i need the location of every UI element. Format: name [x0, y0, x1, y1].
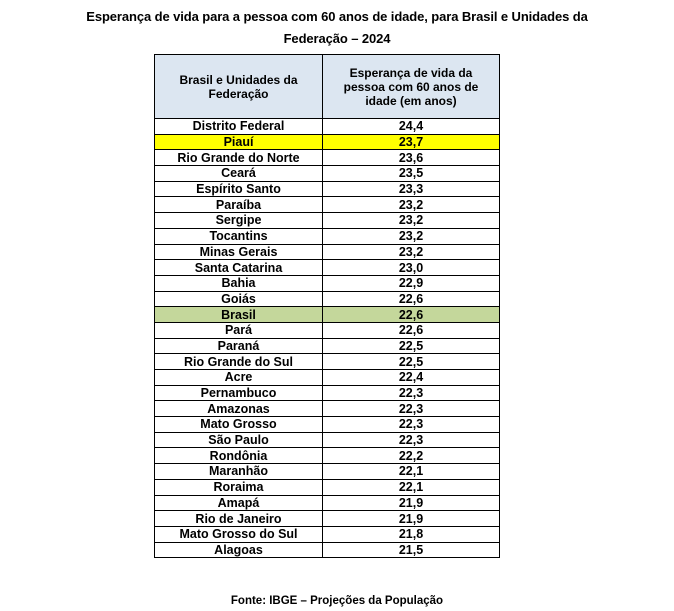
cell-uf: Pará [155, 322, 323, 338]
cell-value: 21,9 [323, 495, 500, 511]
table-header-row [155, 55, 500, 119]
cell-uf: Rondônia [155, 448, 323, 464]
table-row [155, 134, 500, 150]
table-body [155, 119, 500, 558]
cell-uf: Goiás [155, 291, 323, 307]
cell-value: 22,3 [323, 432, 500, 448]
table-row [155, 150, 500, 166]
table-row [155, 260, 500, 276]
cell-uf: Paraná [155, 338, 323, 354]
cell-value: 23,2 [323, 228, 500, 244]
cell-value: 22,3 [323, 417, 500, 433]
table-row [155, 542, 500, 558]
title-line-2: Federação – 2024 [283, 31, 391, 46]
cell-value: 22,6 [323, 322, 500, 338]
cell-value: 22,3 [323, 385, 500, 401]
table-row [155, 307, 500, 323]
table-row [155, 197, 500, 213]
table-row [155, 464, 500, 480]
table-row [155, 244, 500, 260]
table-row [155, 338, 500, 354]
cell-value: 22,6 [323, 291, 500, 307]
column-header-value: Esperança de vida da pessoa com 60 anos de idade (em anos) [323, 55, 500, 119]
cell-uf: Ceará [155, 166, 323, 182]
table-row [155, 291, 500, 307]
cell-value: 23,3 [323, 181, 500, 197]
table-row [155, 228, 500, 244]
cell-uf: Rio de Janeiro [155, 511, 323, 527]
cell-value: 22,6 [323, 307, 500, 323]
cell-value: 22,5 [323, 338, 500, 354]
cell-uf: Roraima [155, 479, 323, 495]
table-row [155, 275, 500, 291]
cell-uf: Brasil [155, 307, 323, 323]
cell-value: 24,4 [323, 119, 500, 135]
cell-uf: Bahia [155, 275, 323, 291]
cell-value: 22,3 [323, 401, 500, 417]
cell-value: 23,2 [323, 244, 500, 260]
cell-uf: Acre [155, 370, 323, 386]
table-row [155, 495, 500, 511]
table-row [155, 213, 500, 229]
cell-uf: Minas Gerais [155, 244, 323, 260]
cell-uf: Rio Grande do Sul [155, 354, 323, 370]
cell-value: 22,1 [323, 479, 500, 495]
cell-uf: Alagoas [155, 542, 323, 558]
cell-uf: Maranhão [155, 464, 323, 480]
cell-uf: Paraíba [155, 197, 323, 213]
table-row [155, 119, 500, 135]
table-row [155, 448, 500, 464]
cell-value: 23,6 [323, 150, 500, 166]
cell-value: 23,2 [323, 213, 500, 229]
cell-uf: Espírito Santo [155, 181, 323, 197]
cell-value: 22,4 [323, 370, 500, 386]
table-row [155, 181, 500, 197]
life-expectancy-table-container [154, 54, 500, 558]
cell-uf: Mato Grosso do Sul [155, 526, 323, 542]
title-line-1: Esperança de vida para a pessoa com 60 anos de idade, para Brasil e Unidades da [86, 9, 588, 24]
cell-value: 22,1 [323, 464, 500, 480]
cell-value: 23,2 [323, 197, 500, 213]
cell-value: 21,5 [323, 542, 500, 558]
table-row [155, 401, 500, 417]
cell-uf: Pernambuco [155, 385, 323, 401]
cell-value: 22,9 [323, 275, 500, 291]
cell-value: 22,5 [323, 354, 500, 370]
table-row [155, 354, 500, 370]
life-expectancy-table [154, 54, 500, 558]
source-note: Fonte: IBGE – Projeções da População [230, 595, 444, 607]
document-title [0, 6, 674, 50]
table-row [155, 370, 500, 386]
table-row [155, 322, 500, 338]
cell-uf: Santa Catarina [155, 260, 323, 276]
table-row [155, 417, 500, 433]
cell-uf: Piauí [155, 134, 323, 150]
cell-value: 23,0 [323, 260, 500, 276]
table-row [155, 526, 500, 542]
cell-value: 21,9 [323, 511, 500, 527]
cell-uf: Distrito Federal [155, 119, 323, 135]
table-row [155, 479, 500, 495]
cell-value: 21,8 [323, 526, 500, 542]
table-row [155, 511, 500, 527]
cell-value: 23,5 [323, 166, 500, 182]
cell-value: 22,2 [323, 448, 500, 464]
table-row [155, 432, 500, 448]
table-row [155, 166, 500, 182]
cell-uf: Rio Grande do Norte [155, 150, 323, 166]
cell-uf: Tocantins [155, 228, 323, 244]
cell-value: 23,7 [323, 134, 500, 150]
cell-uf: Sergipe [155, 213, 323, 229]
table-row [155, 385, 500, 401]
column-header-uf: Brasil e Unidades da Federação [155, 55, 323, 119]
cell-uf: São Paulo [155, 432, 323, 448]
cell-uf: Amapá [155, 495, 323, 511]
cell-uf: Mato Grosso [155, 417, 323, 433]
cell-uf: Amazonas [155, 401, 323, 417]
